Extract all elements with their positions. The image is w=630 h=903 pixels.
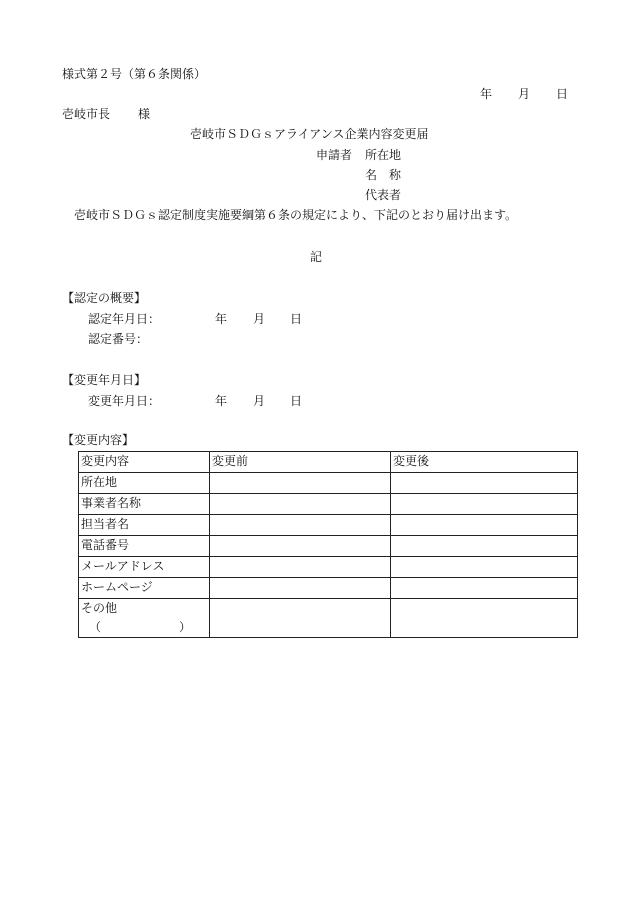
applicant-representative-label: 代表者 bbox=[365, 188, 402, 202]
column-header: 変更後 bbox=[391, 452, 578, 473]
change-date-label: 変更年月日： bbox=[88, 394, 161, 408]
row-label: 所在地 bbox=[79, 473, 210, 494]
paren-close: ） bbox=[179, 620, 192, 634]
change-content-table bbox=[78, 451, 578, 638]
after-cell[interactable] bbox=[391, 473, 578, 494]
intro-text: 壱岐市ＳＤＧｓ認定制度実施要綱第６条の規定により、下記のとおり届け出ます。 bbox=[74, 208, 518, 222]
after-cell[interactable] bbox=[391, 515, 578, 536]
after-cell[interactable] bbox=[391, 494, 578, 515]
other-label: その他 bbox=[81, 601, 118, 615]
addressee-honorific: 様 bbox=[138, 107, 151, 121]
change-content-heading: 【変更内容】 bbox=[62, 433, 135, 447]
document-title: 壱岐市ＳＤＧｓアライアンス企業内容変更届 bbox=[190, 127, 429, 141]
date-year: 年 bbox=[480, 87, 493, 101]
form-number: 様式第２号（第６条関係） bbox=[62, 67, 207, 81]
row-label: 電話番号 bbox=[79, 536, 210, 557]
table-row bbox=[79, 557, 578, 578]
row-label-other bbox=[79, 599, 210, 638]
column-header: 変更前 bbox=[210, 452, 391, 473]
before-cell[interactable] bbox=[210, 473, 391, 494]
cert-date-month: 月 bbox=[253, 312, 266, 326]
row-label: ホームページ bbox=[79, 578, 210, 599]
change-date-heading: 【変更年月日】 bbox=[62, 373, 147, 387]
cert-number-label: 認定番号： bbox=[88, 332, 149, 346]
before-cell[interactable] bbox=[210, 494, 391, 515]
table-row bbox=[79, 578, 578, 599]
applicant-address-label: 所在地 bbox=[365, 148, 402, 162]
cert-date-day: 日 bbox=[290, 312, 303, 326]
table-header-row bbox=[79, 452, 578, 473]
other-specify-field[interactable] bbox=[81, 618, 207, 637]
table-row-other bbox=[79, 599, 578, 638]
before-cell[interactable] bbox=[210, 515, 391, 536]
ki-heading: 記 bbox=[310, 250, 323, 264]
before-cell[interactable] bbox=[210, 578, 391, 599]
change-date-month: 月 bbox=[253, 394, 266, 408]
row-label: メールアドレス bbox=[79, 557, 210, 578]
before-cell[interactable] bbox=[210, 599, 391, 638]
applicant-name-label: 名 称 bbox=[365, 168, 402, 182]
after-cell[interactable] bbox=[391, 536, 578, 557]
table-row bbox=[79, 536, 578, 557]
change-date-year: 年 bbox=[215, 394, 228, 408]
row-label: 事業者名称 bbox=[79, 494, 210, 515]
table-row bbox=[79, 473, 578, 494]
cert-date-year: 年 bbox=[215, 312, 228, 326]
column-header: 変更内容 bbox=[79, 452, 210, 473]
paren-open: （ bbox=[89, 620, 102, 634]
table-row bbox=[79, 494, 578, 515]
cert-date-label: 認定年月日： bbox=[88, 312, 161, 326]
addressee-name: 壱岐市長 bbox=[62, 107, 111, 121]
cert-heading: 【認定の概要】 bbox=[62, 291, 147, 305]
applicant-label: 申請者 bbox=[316, 148, 353, 162]
before-cell[interactable] bbox=[210, 557, 391, 578]
change-date-day: 日 bbox=[290, 394, 303, 408]
row-label: 担当者名 bbox=[79, 515, 210, 536]
before-cell[interactable] bbox=[210, 536, 391, 557]
date-month: 月 bbox=[518, 87, 531, 101]
table-row bbox=[79, 515, 578, 536]
after-cell[interactable] bbox=[391, 578, 578, 599]
date-day: 日 bbox=[556, 87, 569, 101]
after-cell[interactable] bbox=[391, 599, 578, 638]
after-cell[interactable] bbox=[391, 557, 578, 578]
